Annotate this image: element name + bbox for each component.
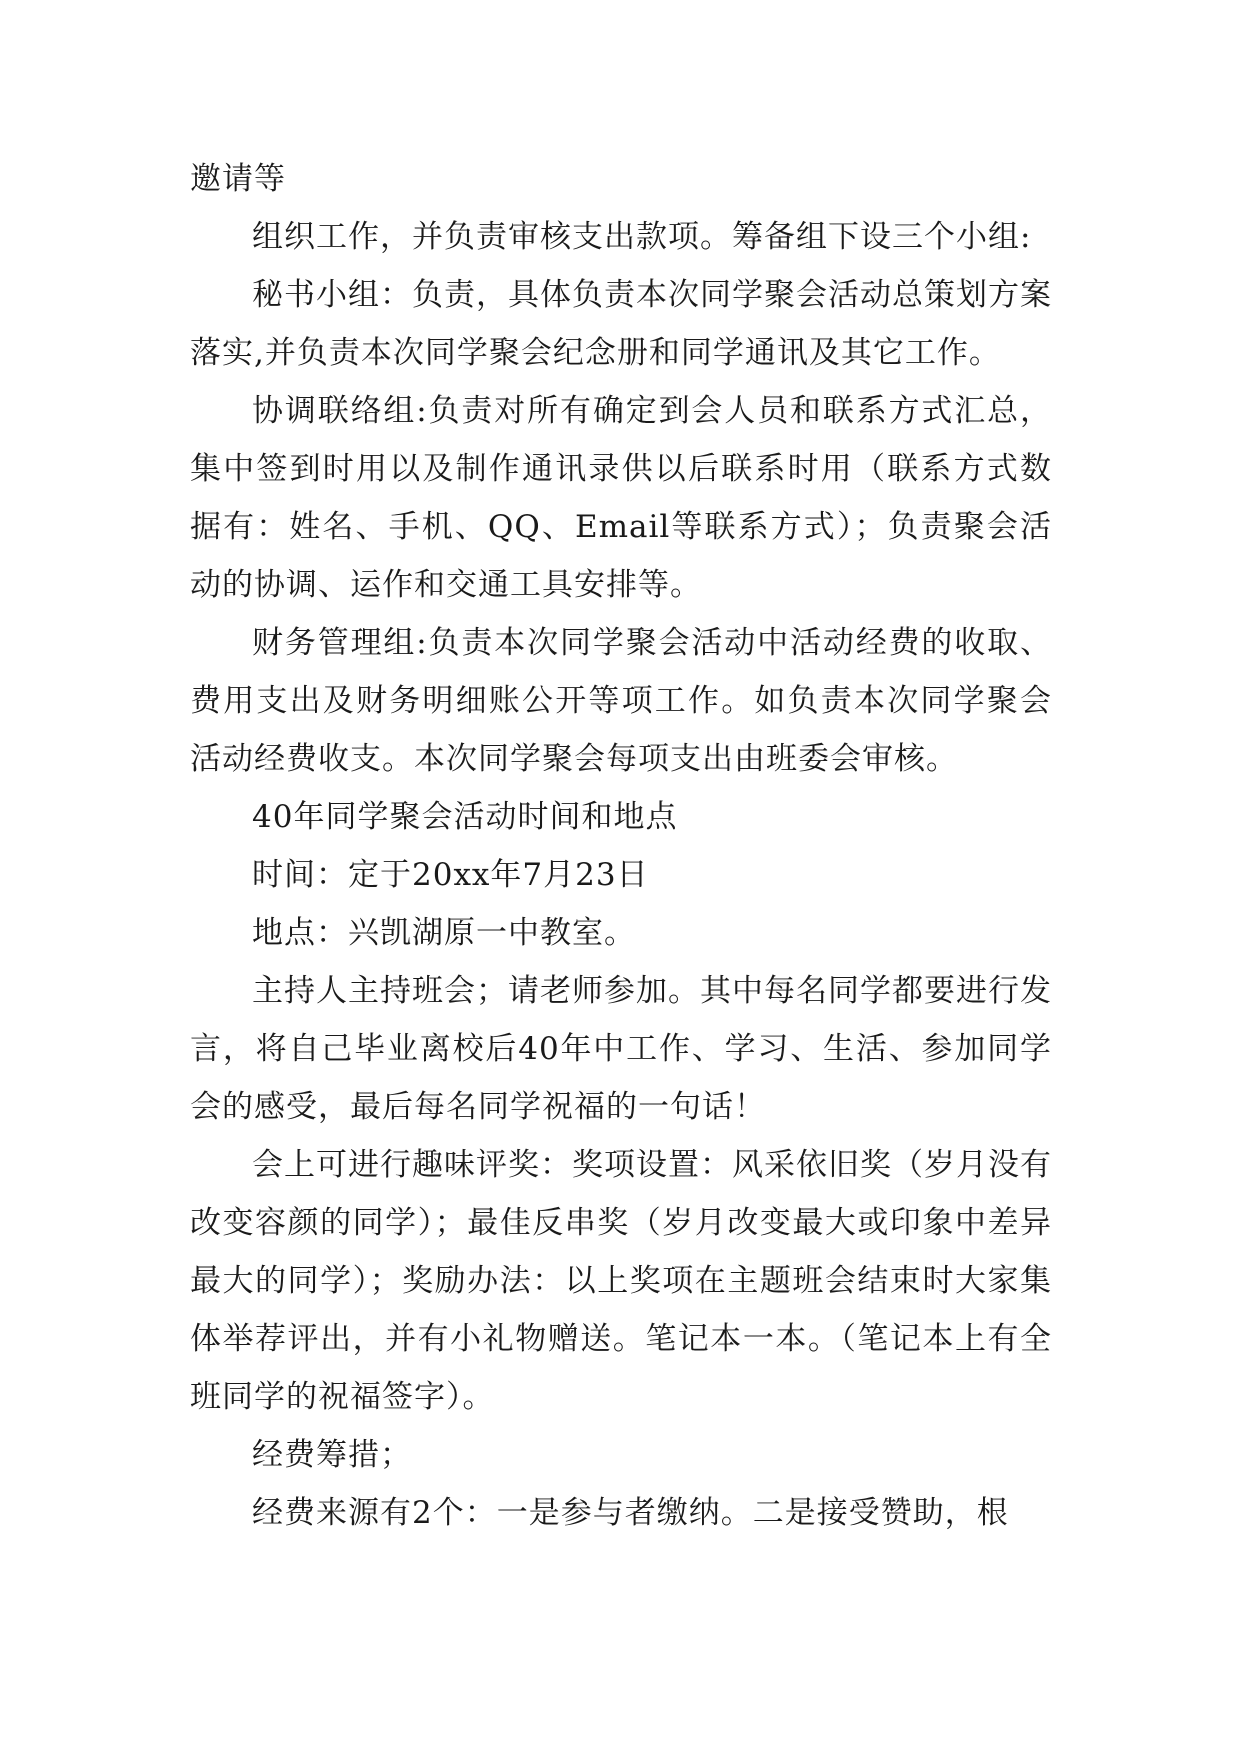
paragraph: 财务管理组:负责本次同学聚会活动中活动经费的收取、费用支出及财务明细账公开等项工作。如负责本次同学聚会活动经费收支。本次同学聚会每项支出由班委会审核。	[190, 625, 1052, 777]
paragraph: 会上可进行趣味评奖：奖项设置：风采依旧奖（岁月没有改变容颜的同学）；最佳反串奖（岁月改变最大或印象中差异最大的同学）；奖励办法：以上奖项在主题班会结束时大家集体举荐评出，并有小礼物赠送。笔记本一本。（笔记本上有全班同学的祝福签字）。	[190, 1147, 1052, 1415]
paragraph: 地点：兴凯湖原一中教室。	[252, 915, 636, 951]
section-heading: 经费筹措；	[252, 1437, 412, 1473]
paragraph: 组织工作，并负责审核支出款项。筹备组下设三个小组:	[252, 219, 1032, 255]
paragraph: 秘书小组：负责，具体负责本次同学聚会活动总策划方案落实,并负责本次同学聚会纪念册和同学通讯及其它工作。	[190, 277, 1052, 371]
paragraph: 经费来源有2个：一是参与者缴纳。二是接受赞助，根	[252, 1495, 1009, 1531]
section-heading: 40年同学聚会活动时间和地点	[252, 799, 678, 835]
paragraph: 时间：定于20xx年7月23日	[252, 857, 649, 893]
paragraph: 邀请等	[190, 161, 286, 197]
paragraph: 协调联络组:负责对所有确定到会人员和联系方式汇总，集中签到时用以及制作通讯录供以后联系时用（联系方式数据有：姓名、手机、QQ、Email等联系方式）；负责聚会活动的协调、运作和交通工具安排等。	[190, 393, 1052, 603]
document-body	[190, 150, 1052, 1542]
paragraph: 主持人主持班会；请老师参加。其中每名同学都要进行发言，将自己毕业离校后40年中工作、学习、生活、参加同学会的感受，最后每名同学祝福的一句话！	[190, 973, 1052, 1125]
